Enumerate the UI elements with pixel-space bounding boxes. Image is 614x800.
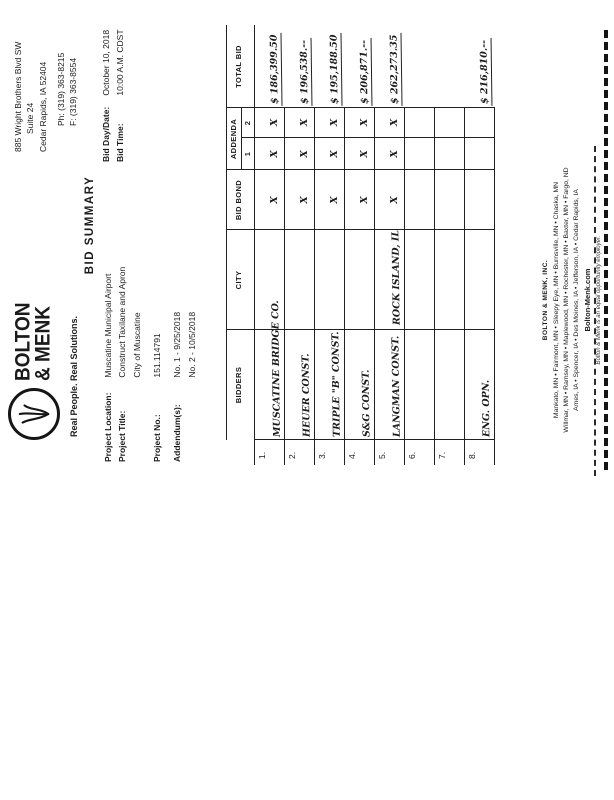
phone-number: Ph: (319) 363-8215 [55, 52, 66, 126]
bid-day-date-label: Bid Day/Date: [101, 106, 111, 162]
row-number: 8. [467, 451, 477, 459]
row-number: 2. [287, 451, 297, 459]
bid-summary-table [226, 20, 504, 465]
footer-company-name: BOLTON & MENK, INC. [542, 259, 549, 341]
company-tagline: Real People. Real Solutions. [69, 315, 79, 437]
row-number: 4. [347, 451, 357, 459]
row-number: 3. [317, 451, 327, 459]
bidder-city: ROCK ISLAND, IL [390, 229, 403, 326]
bid-bond-mark: X [358, 196, 371, 204]
row-number: 6. [407, 451, 417, 459]
address-line-3: Cedar Rapids, IA 52404 [37, 61, 48, 152]
addendum-value-2: No. 2 - 10/5/2018 [186, 311, 197, 378]
header-total-bid: TOTAL BID [234, 45, 243, 88]
table-row [464, 20, 494, 465]
bidder-name: ENG. OPN. [480, 379, 493, 438]
header-addenda: ADDENDA [229, 118, 238, 160]
footer-eoe-statement: Bolton & Menk is an equal opportunity employer. [595, 235, 602, 365]
logo-line-2: & MENK [31, 306, 56, 381]
table-row [254, 20, 284, 465]
header-bid-bond: BID BOND [234, 179, 243, 221]
address-line-2: Suite 24 [25, 102, 36, 134]
addenda-2-mark: X [388, 118, 401, 127]
bidder-name: HEUER CONST. [300, 353, 313, 438]
addenda-1-mark: X [298, 150, 311, 158]
table-row [404, 20, 434, 465]
project-title-label: Project Title: [117, 410, 128, 462]
company-address-block [12, 42, 80, 152]
row-rule [494, 108, 495, 465]
scan-artifact-dashed-line [604, 30, 608, 470]
addenda-2-mark: X [268, 118, 281, 127]
project-number-label: Project No.: [152, 414, 163, 462]
bid-bond-mark: X [388, 196, 401, 204]
addenda-2-mark: X [298, 118, 311, 127]
addendum-label: Addendum(s): [172, 404, 183, 462]
fax-number: F: (319) 363-8554 [68, 57, 79, 126]
bidder-name: S&G CONST. [360, 369, 373, 438]
row-number: 1. [257, 451, 267, 459]
company-logo-text [11, 302, 56, 381]
addenda-1-mark: X [328, 150, 341, 158]
header-city: CITY [234, 270, 243, 290]
addenda-1-mark: X [358, 150, 371, 158]
total-bid-amount: $ 262,273.35 [388, 32, 402, 106]
total-bid-amount: $ 195,188.50 [328, 32, 342, 106]
footer-website: Bolton-Menk.com [583, 268, 593, 332]
footer-offices-line-2: Willmar, MN • Ramsey, MN • Maplewood, MN • Rochester, MN • Baxter, MN • Fargo, ND [562, 167, 570, 433]
footer-offices-line-3: Ames, IA • Spencer, IA • Des Moines, IA • Jefferson, IA • Cedar Rapids, IA [573, 189, 581, 411]
row-number: 7. [437, 451, 447, 459]
addendum-value-1: No. 1 - 9/25/2018 [172, 311, 183, 378]
total-bid-amount: $ 206,871.-- [359, 38, 373, 106]
bidder-name: LANGMAN CONST. [390, 335, 403, 438]
total-bid-amount: $ 216,810.-- [479, 38, 493, 106]
header-bidders: BIDDERS [234, 366, 243, 404]
row-number: 5. [377, 451, 387, 459]
total-bid-amount: $ 186,399.50 [268, 32, 282, 106]
bid-bond-mark: X [268, 196, 281, 204]
project-title-value-1: Construct Taxilane and Apron [117, 266, 128, 378]
addenda-1-mark: X [268, 150, 281, 158]
project-title-value-2: City of Muscatine [131, 312, 142, 378]
logo-line-1: BOLTON [11, 302, 36, 381]
address-line-1: 885 Wright Brothers Blvd SW [13, 41, 23, 152]
total-bid-amount [428, 102, 429, 106]
bid-time-value: 10:00 A.M. CDST [115, 29, 126, 96]
bid-bond-mark [490, 172, 491, 228]
addenda-2-mark: X [358, 118, 371, 127]
project-number-value: 151.114791 [152, 333, 163, 378]
total-bid-amount: $ 196,538.-- [299, 38, 313, 106]
bidder-name: MUSCATINE BRIDGE CO. [270, 300, 283, 438]
header-addenda-2: 2 [243, 120, 252, 126]
bidder-name: TRIPLE "B" CONST. [330, 331, 343, 438]
bid-time-label: Bid Time: [115, 123, 126, 162]
bid-bond-mark: X [328, 196, 341, 204]
header-addenda-1: 1 [243, 151, 252, 157]
table-row [284, 20, 314, 465]
total-bid-amount [458, 102, 459, 106]
table-row [374, 20, 404, 465]
project-info-block [104, 267, 202, 462]
table-row [344, 20, 374, 465]
addenda-1-mark: X [388, 150, 401, 158]
company-logo [8, 303, 60, 440]
table-row [314, 20, 344, 465]
document-title: BID SUMMARY [84, 175, 96, 275]
addenda-header-underline [241, 108, 242, 170]
bid-day-date-value: October 10, 2018 [101, 29, 111, 96]
table-top-rule [226, 25, 227, 440]
scan-artifact-dashed-line [594, 146, 596, 476]
bid-bond-mark [460, 172, 461, 228]
bid-bond-mark [430, 172, 431, 228]
project-location-label: Project Location: [103, 392, 113, 462]
footer-offices-line-1: Mankato, MN • Fairmont, MN • Sleepy Eye, MN • Burnsville, MN • Chaska, MN [552, 181, 560, 419]
bid-bond-mark: X [298, 196, 311, 204]
bolton-menk-emblem-icon [8, 388, 60, 440]
table-row [434, 20, 464, 465]
addenda-2-mark: X [328, 118, 341, 127]
project-location-value: Muscatine Municipal Airport [103, 273, 113, 378]
bid-datetime-block [102, 29, 131, 162]
